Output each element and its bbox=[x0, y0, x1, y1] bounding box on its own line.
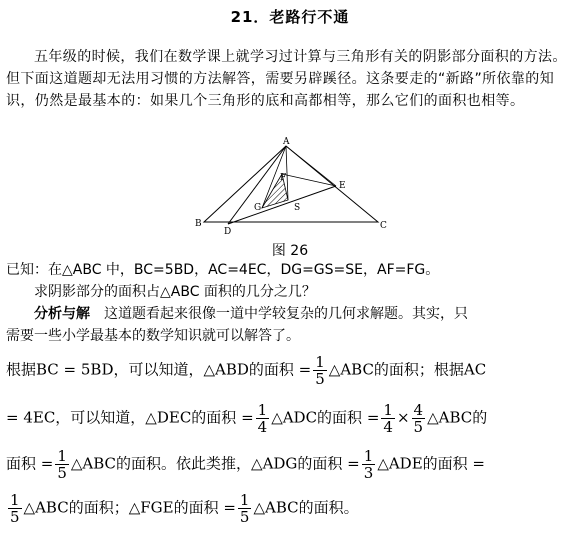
fraction: $\frac{1}{5}$ bbox=[315, 353, 325, 388]
label-d: D bbox=[224, 227, 232, 237]
fraction: $\frac{1}{5}$ bbox=[57, 447, 67, 482]
label-a: A bbox=[283, 137, 290, 147]
fraction: $\frac{1}{5}$ bbox=[10, 491, 20, 526]
fraction: $\frac{1}{4}$ bbox=[257, 401, 268, 436]
question-line: 求阴影部分的面积占△ABC 面积的几分之几？ bbox=[34, 284, 316, 300]
label-b: B bbox=[195, 219, 202, 229]
analysis-line-1 bbox=[34, 304, 468, 324]
fraction: $\frac{1}{3}$ bbox=[363, 447, 374, 482]
solution-line-3: 面积 = $\frac{1}{5}$ △ABC的面积。依此类推，△ADG的面积 = $\frac{1}{3}$ △ADE的面积 = bbox=[6, 447, 485, 482]
label-e: E bbox=[339, 181, 346, 191]
intro-paragraph: 五年级的时候，我们在数学课上就学习过计算与三角形有关的阴影部分面积的方法。但下面这道题却无法用习惯的方法解答，需要另辟蹊径。这条要走的“新路”所依靠的知识，仍然是最基本的：如果几个三角形的底和高都相等，那么它们的面积也相等。 bbox=[6, 49, 567, 109]
solution-line-4: $\frac{1}{5}$ △ABC的面积；△FGE的面积 = $\frac{1}{5}$ △ABC的面积。 bbox=[10, 491, 359, 526]
label-g: G bbox=[254, 203, 262, 213]
fraction: $\frac{1}{5}$ bbox=[239, 491, 250, 526]
analysis-line-2: 需要一些小学最基本的数学知识就可以解答了。 bbox=[6, 328, 300, 344]
analysis-heading: 分析与解 bbox=[34, 306, 90, 322]
fraction: $\frac{1}{4}$ bbox=[383, 401, 393, 436]
label-f: F bbox=[280, 173, 287, 183]
solution-line-2: = 4EC，可以知道，△DEC的面积 = $\frac{1}{4}$ △ADC的面积 = $\frac{1}{4}$ × $\frac{4}{5}$ △ABC的 bbox=[6, 401, 488, 436]
figure-caption: 图 26 bbox=[271, 243, 309, 259]
analysis-text-1: 这道题看起来很像一道中学较复杂的几何求解题。其实，只 bbox=[90, 306, 468, 322]
given-line: 已知：在△ABC 中，BC=5BD，AC=4EC，DG=GS=SE，AF=FG。 bbox=[6, 262, 440, 278]
fraction: $\frac{4}{5}$ bbox=[413, 401, 424, 436]
solution-line-1: 根据BC = 5BD，可以知道，△ABD的面积 = $\frac{1}{5}$ △ABC的面积；根据AC bbox=[6, 353, 487, 388]
label-s: S bbox=[294, 203, 301, 213]
triangle-figure bbox=[190, 136, 400, 238]
page-title: 21．老路行不通 bbox=[230, 8, 350, 26]
label-c: C bbox=[380, 221, 387, 231]
triangle-abc bbox=[204, 146, 378, 222]
